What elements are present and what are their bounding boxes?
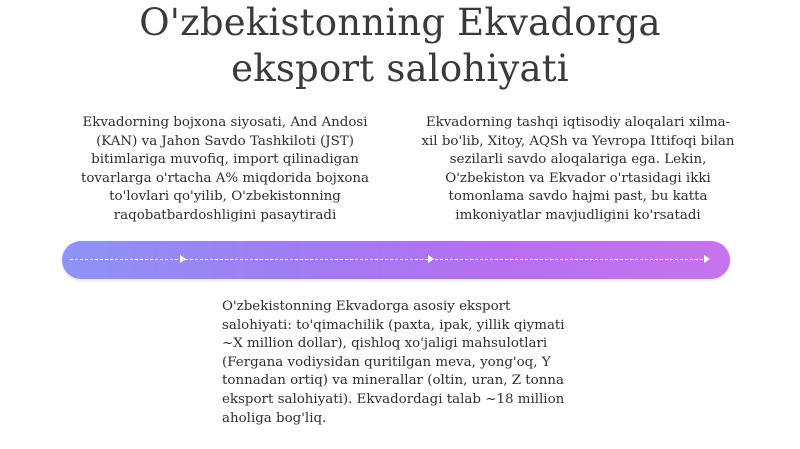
title-line-1: O'zbekistonning Ekvadorga xyxy=(139,1,661,44)
page-title xyxy=(0,0,800,92)
timeline-dashed-line xyxy=(70,259,708,260)
text-block-foreign-relations: Ekvadorning tashqi iqtisodiy aloqalari xilma-xil bo'lib, Xitoy, AQSh va Yevropa Ittifoqi bilan sezilarli savdo aloqalariga ega. Lekin, O'zbekiston va Ekvador o'rtasidagi ikki tomonlama savdo hajmi past, bu katta imkoniyatlar mavjudligini ko'rsatadi xyxy=(421,115,735,223)
timeline-arrow-icon xyxy=(704,255,710,263)
timeline-arrow-icon xyxy=(428,255,434,263)
timeline-arrow-icon xyxy=(180,255,186,263)
timeline-bar xyxy=(62,241,730,279)
text-block-customs-policy: Ekvadorning bojxona siyosati, And Andosi (KAN) va Jahon Savdo Tashkiloti (JST) bitimlariga muvofiq, import qilinadigan tovarlarga o'rtacha A% miqdorida bojxona to'lovlari qo'yilib, O'zbekistonning raqobatbardoshligini pasaytiradi xyxy=(80,115,370,223)
text-block-export-potential: O'zbekistonning Ekvadorga asosiy eksport salohiyati: to'qimachilik (paxta, ipak, yillik qiymati ~X million dollar), qishloq xo'jaligi mahsulotlari (Fergana vodiysidan quritilgan meva, yong'oq, Y tonnadan ortiq) va minerallar (oltin, uran, Z tonna eksport salohiyati). Ekvadordagi talab ~18 million aholiga bog'liq. xyxy=(222,299,565,426)
title-line-2: eksport salohiyati xyxy=(231,47,569,90)
